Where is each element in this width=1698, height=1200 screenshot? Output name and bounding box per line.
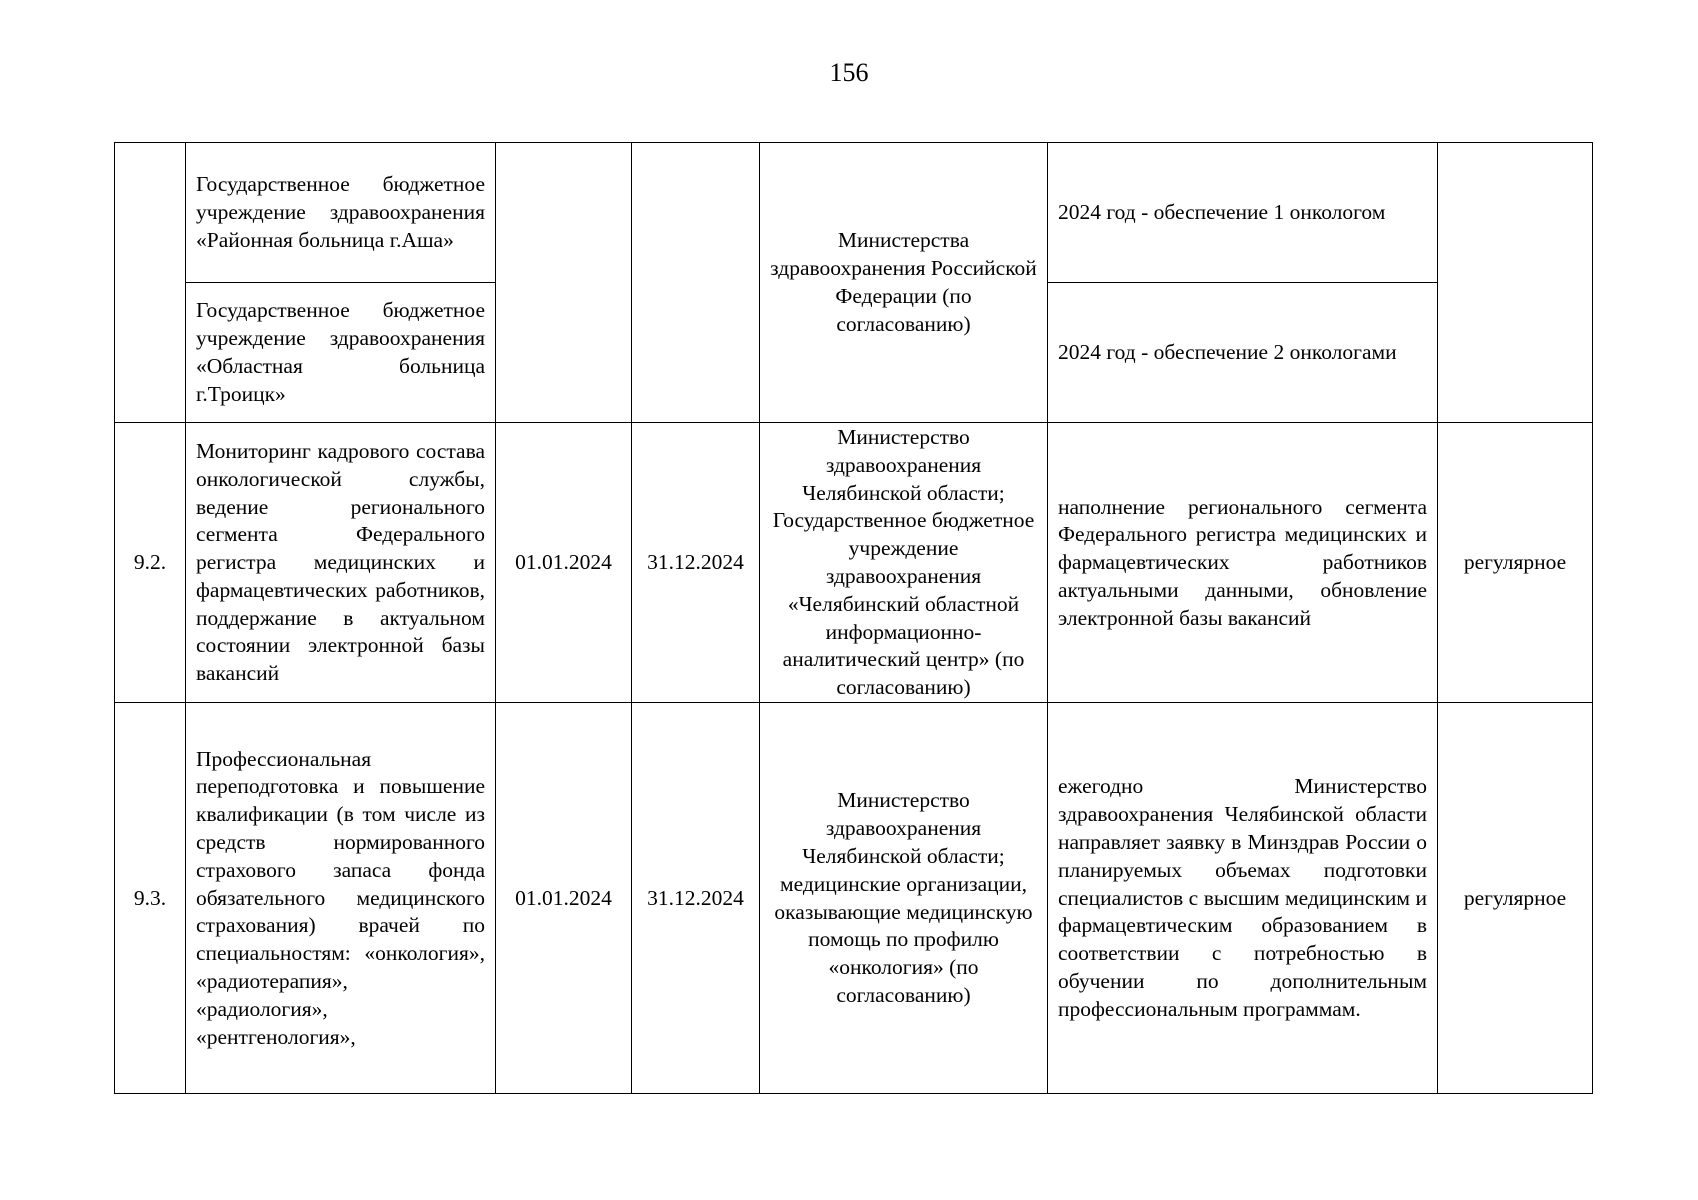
table-row bbox=[115, 423, 1593, 703]
row-number-cell: 9.2. bbox=[115, 423, 186, 703]
result-cell: ежегодно Министерство здравоохранения Челябинской области направляет заявку в Минздрав России о планируемых объемах подготовки специалистов с высшим медицинским и фармацевтическим образованием в соответствии с потребностью в обучении по дополнительным профессиональным программам. bbox=[1048, 703, 1438, 1094]
type-cell: регулярное bbox=[1438, 423, 1593, 703]
responsible-cell: Министерства здравоохранения Российской Федерации (по согласованию) bbox=[760, 143, 1048, 423]
end-date-cell: 31.12.2024 bbox=[632, 703, 760, 1094]
result-cell: 2024 год - обеспечение 1 онкологом bbox=[1048, 143, 1438, 283]
activity-name-cell: Мониторинг кадрового состава онкологической службы, ведение регионального сегмента Федерального регистра медицинских и фармацевтических работников, поддержание в актуальном состоянии электронной базы вакансий bbox=[186, 423, 496, 703]
institution-name-cell: Государственное бюджетное учреждение здравоохранения «Районная больница г.Аша» bbox=[186, 143, 496, 283]
responsible-cell: Министерство здравоохранения Челябинской области; Государственное бюджетное учреждение здравоохранения «Челябинский областной информационно-аналитический центр» (по согласованию) bbox=[760, 423, 1048, 703]
type-cell bbox=[1438, 143, 1593, 423]
type-cell: регулярное bbox=[1438, 703, 1593, 1094]
activities-table bbox=[114, 142, 1593, 1094]
responsible-cell: Министерство здравоохранения Челябинской области; медицинские организации, оказывающие медицинскую помощь по профилю «онкология» (по согласованию) bbox=[760, 703, 1048, 1094]
result-cell: наполнение регионального сегмента Федерального регистра медицинских и фармацевтических работников актуальными данными, обновление электронной базы вакансий bbox=[1048, 423, 1438, 703]
start-date-cell: 01.01.2024 bbox=[496, 703, 632, 1094]
institution-name-cell: Государственное бюджетное учреждение здравоохранения «Областная больница г.Троицк» bbox=[186, 283, 496, 423]
row-number-cell bbox=[115, 143, 186, 423]
row-number-cell: 9.3. bbox=[115, 703, 186, 1094]
start-date-cell bbox=[496, 143, 632, 423]
table-row bbox=[115, 143, 1593, 283]
result-cell: 2024 год - обеспечение 2 онкологами bbox=[1048, 283, 1438, 423]
activity-name-cell: Профессиональная переподготовка и повышение квалификации (в том числе из средств нормированного страхового запаса фонда обязательного медицинского страхования) врачей по специальностям: «онкология», «радиотерапия», «радиология», «рентгенология», bbox=[186, 703, 496, 1094]
end-date-cell bbox=[632, 143, 760, 423]
page-number: 156 bbox=[829, 58, 869, 87]
end-date-cell: 31.12.2024 bbox=[632, 423, 760, 703]
start-date-cell: 01.01.2024 bbox=[496, 423, 632, 703]
table-row bbox=[115, 703, 1593, 1094]
